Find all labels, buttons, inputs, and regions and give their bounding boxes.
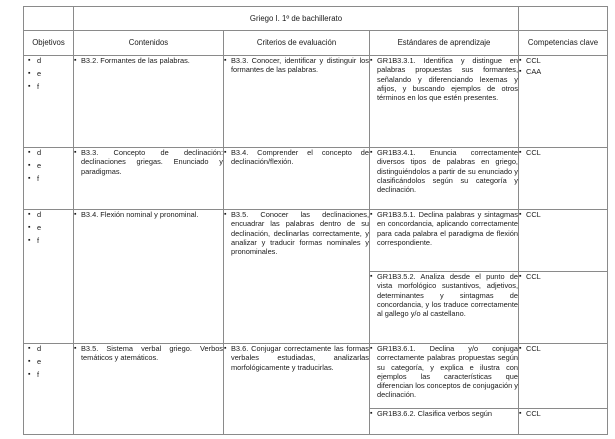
header-estandares: Estándares de aprendizaje bbox=[370, 31, 519, 56]
table-row bbox=[24, 210, 608, 272]
criterio-cell bbox=[224, 56, 370, 148]
objetivo-item: e bbox=[37, 223, 42, 232]
bullet-icon: ▪ bbox=[28, 358, 31, 365]
objetivo-item: e bbox=[37, 69, 42, 78]
bullet-icon: ▪ bbox=[519, 68, 522, 75]
contenido-text: B3.2. Formantes de las palabras. bbox=[81, 56, 190, 65]
estandar-cell bbox=[370, 272, 519, 344]
bullet-icon: ▪ bbox=[519, 410, 522, 417]
bullet-icon: ▪ bbox=[370, 211, 373, 218]
contenido-text: B3.4. Flexión nominal y pronominal. bbox=[81, 210, 199, 219]
criterio-text: B3.6. Conjugar correctamente las formas verbales estudiadas, analizarlas morfológicamente y traducirlas. bbox=[231, 344, 369, 372]
competencia-item: CCL bbox=[526, 56, 541, 65]
header-contenidos: Contenidos bbox=[74, 31, 224, 56]
objetivo-item: f bbox=[37, 236, 40, 245]
bullet-icon: ▪ bbox=[28, 162, 31, 169]
bullet-icon: ▪ bbox=[224, 57, 227, 64]
bullet-icon: ▪ bbox=[28, 224, 31, 231]
estandar-cell bbox=[370, 210, 519, 272]
bullet-icon: ▪ bbox=[370, 273, 373, 280]
competencias-cell bbox=[519, 272, 608, 344]
objetivos-cell bbox=[24, 344, 74, 435]
estandar-text: GR1B3.5.1. Declina palabras y sintagmas en concordancia, aplicando correctamente para cada palabra el paradigma de flexión correspondiente. bbox=[377, 210, 518, 247]
objetivo-item: f bbox=[37, 370, 40, 379]
bullet-icon: ▪ bbox=[28, 83, 31, 90]
bullet-icon: ▪ bbox=[28, 345, 31, 352]
bullet-icon: ▪ bbox=[224, 345, 227, 352]
estandar-cell bbox=[370, 56, 519, 148]
objetivo-item: d bbox=[37, 210, 42, 219]
contenido-cell bbox=[74, 148, 224, 210]
bullet-icon: ▪ bbox=[370, 57, 373, 64]
competencia-item: CCL bbox=[526, 344, 541, 353]
competencia-item: CCL bbox=[526, 409, 541, 418]
bullet-icon: ▪ bbox=[28, 371, 31, 378]
competencia-item: CCL bbox=[526, 272, 541, 281]
competencias-cell bbox=[519, 210, 608, 272]
bullet-icon: ▪ bbox=[74, 57, 77, 64]
bullet-icon: ▪ bbox=[74, 345, 77, 352]
bullet-icon: ▪ bbox=[28, 211, 31, 218]
bullet-icon: ▪ bbox=[370, 410, 373, 417]
objetivo-item: d bbox=[37, 148, 42, 157]
bullet-icon: ▪ bbox=[28, 175, 31, 182]
bullet-icon: ▪ bbox=[28, 149, 31, 156]
estandar-cell bbox=[370, 344, 519, 409]
bullet-icon: ▪ bbox=[224, 149, 227, 156]
estandar-text: GR1B3.5.2. Analiza desde el punto de vista morfológico sustantivos, adjetivos, determinantes y sintagmas de concordancia, y los traduce correctamente al gallego y/o al castellano. bbox=[377, 272, 518, 319]
criterio-cell bbox=[224, 148, 370, 210]
estandar-text: GR1B3.6.2. Clasifica verbos según bbox=[377, 409, 493, 418]
contenido-cell bbox=[74, 210, 224, 344]
contenido-text: B3.3. Concepto de declinación: declinaciones griegas. Enunciado y paradigmas. bbox=[81, 148, 223, 176]
table-row bbox=[24, 56, 608, 148]
objetivo-item: d bbox=[37, 56, 42, 65]
objetivos-cell bbox=[24, 210, 74, 344]
competencia-item: CAA bbox=[526, 67, 542, 76]
estandar-cell bbox=[370, 148, 519, 210]
bullet-icon: ▪ bbox=[74, 211, 77, 218]
table-title-spacer bbox=[24, 7, 74, 31]
bullet-icon: ▪ bbox=[28, 70, 31, 77]
contenido-cell bbox=[74, 344, 224, 435]
estandar-text: GR1B3.3.1. Identifica y distingue en palabras propuestas sus formantes, señalando y diferenciando lexemas y afijos, y buscando ejemplos de otros términos en los que estén presentes. bbox=[377, 56, 518, 103]
criterio-text: B3.4. Comprender el concepto de declinación/flexión. bbox=[231, 148, 369, 167]
bullet-icon: ▪ bbox=[519, 211, 522, 218]
estandar-cell bbox=[370, 409, 519, 435]
table-title: Griego I. 1º de bachillerato bbox=[74, 7, 519, 31]
bullet-icon: ▪ bbox=[519, 149, 522, 156]
objetivo-item: f bbox=[37, 174, 40, 183]
competencias-cell bbox=[519, 409, 608, 435]
contenido-text: B3.5. Sistema verbal griego. Verbos temáticos y atemáticos. bbox=[81, 344, 223, 363]
criterio-text: B3.5. Conocer las declinaciones, encuadrar las palabras dentro de su declinación, declinarlas correctamente, y analizar y traducir formas nominales y pronominales. bbox=[231, 210, 369, 257]
bullet-icon: ▪ bbox=[370, 345, 373, 352]
estandar-text: GR1B3.6.1. Declina y/o conjuga correctamente palabras propuestas según su categoría, y explica e ilustra con ejemplos las características que diferencian los conceptos de conjugación y declinación. bbox=[377, 344, 518, 400]
objetivo-item: d bbox=[37, 344, 42, 353]
objetivo-item: e bbox=[37, 357, 42, 366]
bullet-icon: ▪ bbox=[74, 149, 77, 156]
bullet-icon: ▪ bbox=[519, 345, 522, 352]
criterio-cell bbox=[224, 344, 370, 435]
bullet-icon: ▪ bbox=[224, 211, 227, 218]
criterio-text: B3.3. Conocer, identificar y distinguir los formantes de las palabras. bbox=[231, 56, 369, 75]
curriculum-table bbox=[23, 6, 608, 435]
competencias-cell bbox=[519, 344, 608, 409]
bullet-icon: ▪ bbox=[519, 57, 522, 64]
table-row bbox=[24, 344, 608, 409]
header-objetivos: Objetivos bbox=[24, 31, 74, 56]
criterio-cell bbox=[224, 210, 370, 344]
bullet-icon: ▪ bbox=[519, 273, 522, 280]
table-row bbox=[24, 148, 608, 210]
header-criterios: Criterios de evaluación bbox=[224, 31, 370, 56]
objetivo-item: f bbox=[37, 82, 40, 91]
competencia-item: CCL bbox=[526, 210, 541, 219]
estandar-text: GR1B3.4.1. Enuncia correctamente diversos tipos de palabras en griego, distinguiéndolos a partir de su enunciado y clasificándolos según su categoría y declinación. bbox=[377, 148, 518, 195]
bullet-icon: ▪ bbox=[370, 149, 373, 156]
table-title-spacer-right bbox=[519, 7, 608, 31]
bullet-icon: ▪ bbox=[28, 237, 31, 244]
header-competencias: Competencias clave bbox=[519, 31, 608, 56]
objetivos-cell bbox=[24, 56, 74, 148]
competencias-cell bbox=[519, 56, 608, 148]
contenido-cell bbox=[74, 56, 224, 148]
objetivos-cell bbox=[24, 148, 74, 210]
objetivo-item: e bbox=[37, 161, 42, 170]
competencia-item: CCL bbox=[526, 148, 541, 157]
bullet-icon: ▪ bbox=[28, 57, 31, 64]
competencias-cell bbox=[519, 148, 608, 210]
